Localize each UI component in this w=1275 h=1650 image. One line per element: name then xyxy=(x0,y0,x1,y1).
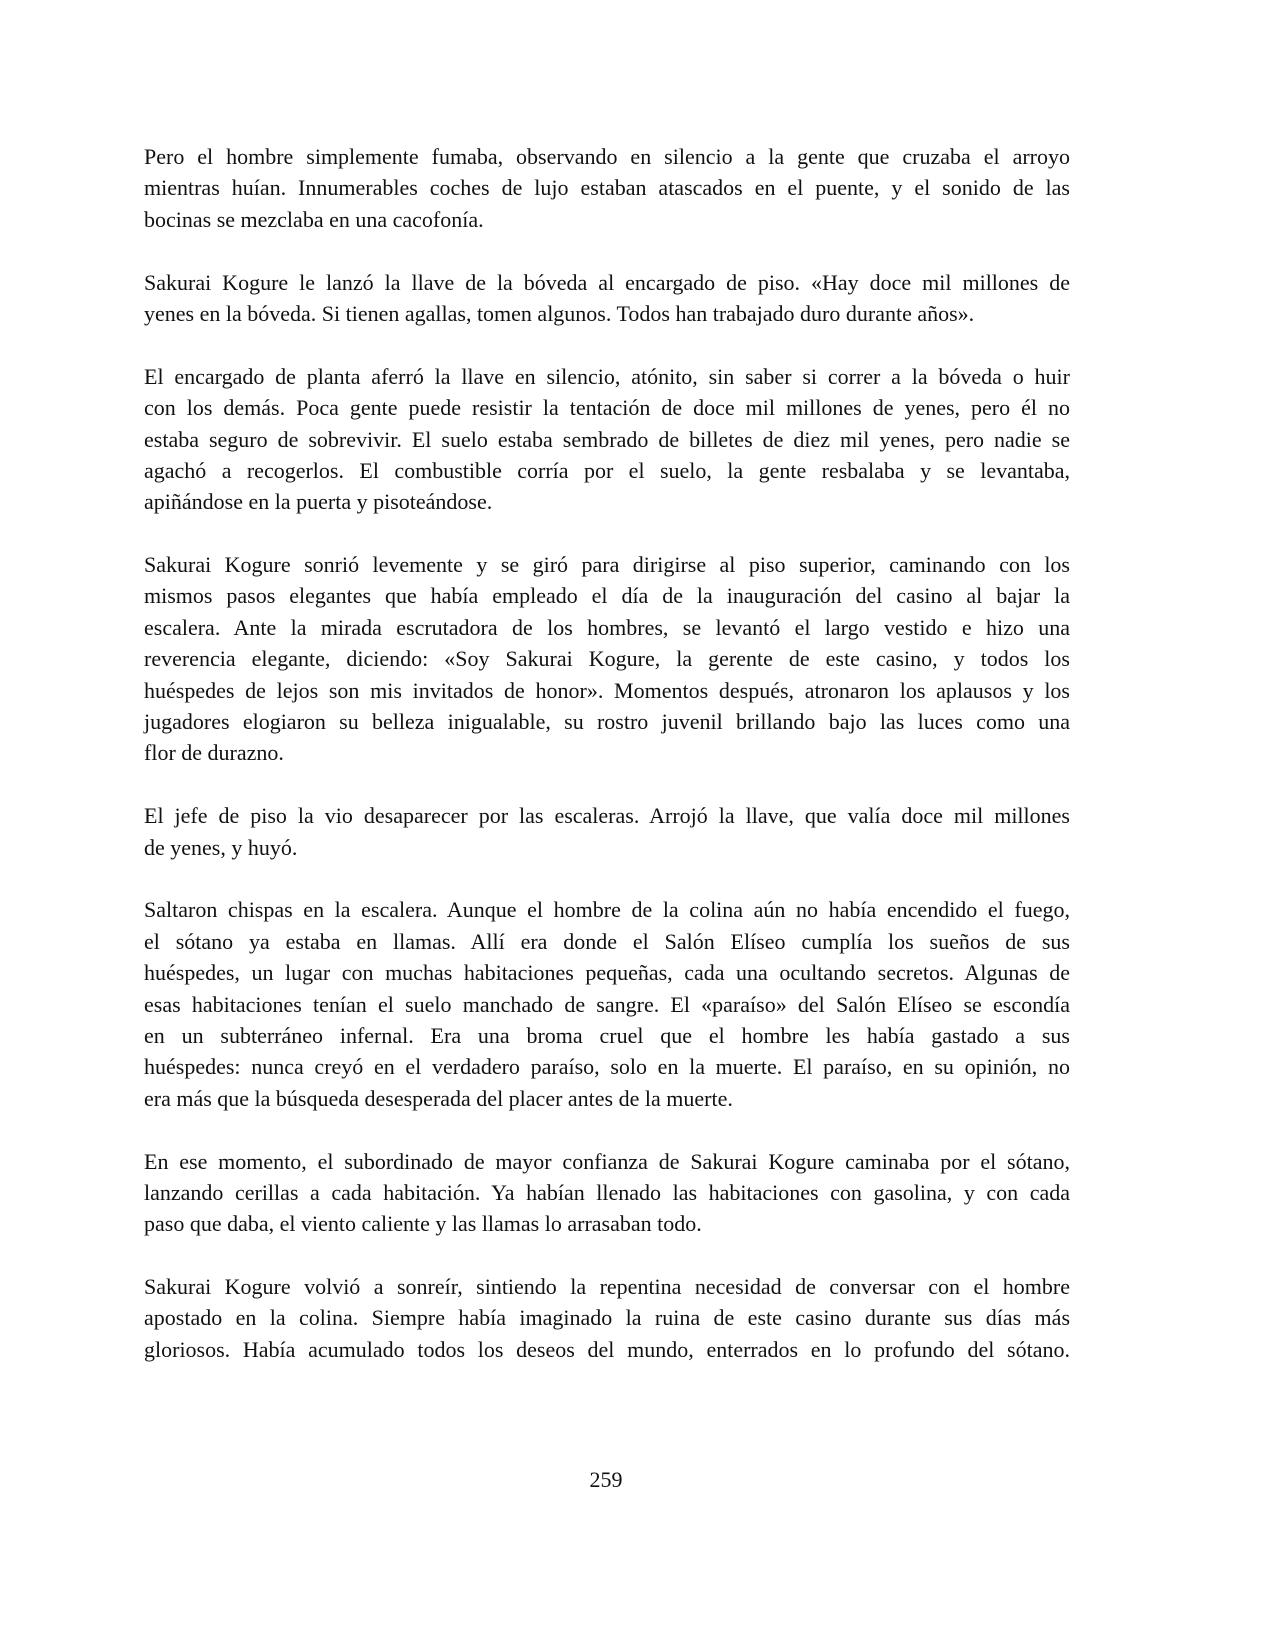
text-line: mientras huían. Innumerables coches de lujo estaban atascados en el puente, y el sonido de las xyxy=(144,175,1070,201)
text-line: en un subterráneo infernal. Era una broma cruel que el hombre les había gastado a sus xyxy=(144,1022,1070,1048)
text-line: escalera. Ante la mirada escrutadora de los hombres, se levantó el largo vestido e hizo una xyxy=(144,614,1070,640)
paragraph xyxy=(144,361,1070,518)
text-line: Pero el hombre simplemente fumaba, observando en silencio a la gente que cruzaba el arroyo xyxy=(144,144,1070,169)
paragraph xyxy=(144,141,1070,235)
text-line: reverencia elegante, diciendo: «Soy Sakurai Kogure, la gerente de este casino, y todos los xyxy=(144,646,1070,672)
text-line: yenes en la bóveda. Si tienen agallas, tomen algunos. Todos han trabajado duro durante años». xyxy=(144,300,975,326)
text-line: esas habitaciones tenían el suelo manchado de sangre. El «paraíso» del Salón Elíseo se escondía xyxy=(144,991,1070,1017)
text-line: bocinas se mezclaba en una cacofonía. xyxy=(144,206,484,232)
paragraph xyxy=(144,1146,1070,1240)
text-line: el sótano ya estaba en llamas. Allí era donde el Salón Elíseo cumplía los sueños de sus xyxy=(144,928,1070,954)
text-line: jugadores elogiaron su belleza inigualable, su rostro juvenil brillando bajo las luces como una xyxy=(144,709,1070,735)
paragraph xyxy=(144,800,1070,863)
text-line: agachó a recogerlos. El combustible corría por el suelo, la gente resbalaba y se levantaba, xyxy=(144,457,1070,483)
paragraph xyxy=(144,549,1070,769)
paragraph xyxy=(144,894,1070,1114)
text-line: estaba seguro de sobrevivir. El suelo estaba sembrado de billetes de diez mil yenes, pero nadie se xyxy=(144,426,1070,452)
text-line: apiñándose en la puerta y pisoteándose. xyxy=(144,489,493,515)
text-line: Sakurai Kogure sonrió levemente y se giró para dirigirse al piso superior, caminando con los xyxy=(144,552,1070,578)
text-line: En ese momento, el subordinado de mayor confianza de Sakurai Kogure caminaba por el sótano, xyxy=(144,1148,1070,1174)
text-line: lanzando cerillas a cada habitación. Ya habían llenado las habitaciones con gasolina, y con cada xyxy=(144,1179,1070,1205)
paragraph xyxy=(144,267,1070,330)
text-line: huéspedes: nunca creyó en el verdadero paraíso, solo en la muerte. El paraíso, en su opinión, no xyxy=(144,1054,1070,1080)
text-line: El jefe de piso la vio desaparecer por las escaleras. Arrojó la llave, que valía doce mil millones xyxy=(144,803,1070,829)
text-line: huéspedes de lejos son mis invitados de honor». Momentos después, atronaron los aplausos y los xyxy=(144,677,1070,703)
text-line: Saltaron chispas en la escalera. Aunque el hombre de la colina aún no había encendido el fuego, xyxy=(144,897,1070,923)
document-body xyxy=(144,141,1070,1397)
text-line: de yenes, y huyó. xyxy=(144,834,298,860)
text-line: huéspedes, un lugar con muchas habitaciones pequeñas, cada una ocultando secretos. Algunas de xyxy=(144,960,1070,986)
text-line: flor de durazno. xyxy=(144,740,284,766)
text-line: apostado en la colina. Siempre había imaginado la ruina de este casino durante sus días más xyxy=(144,1305,1070,1331)
text-line: mismos pasos elegantes que había empleado el día de la inauguración del casino al bajar la xyxy=(144,583,1070,609)
text-line: era más que la búsqueda desesperada del placer antes de la muerte. xyxy=(144,1085,733,1111)
paragraph xyxy=(144,1271,1070,1365)
text-line: Sakurai Kogure le lanzó la llave de la bóveda al encargado de piso. «Hay doce mil millones de xyxy=(144,269,1070,295)
text-line: paso que daba, el viento caliente y las llamas lo arrasaban todo. xyxy=(144,1211,702,1237)
text-line: El encargado de planta aferró la llave en silencio, atónito, sin saber si correr a la bóveda o huir xyxy=(144,363,1070,389)
page-number: 259 xyxy=(589,1467,623,1492)
text-line: gloriosos. Había acumulado todos los deseos del mundo, enterrados en lo profundo del sótano. xyxy=(144,1336,1070,1362)
text-line: con los demás. Poca gente puede resistir la tentación de doce mil millones de yenes, pero él no xyxy=(144,395,1070,421)
text-line: Sakurai Kogure volvió a sonreír, sintiendo la repentina necesidad de conversar con el hombre xyxy=(144,1274,1070,1300)
